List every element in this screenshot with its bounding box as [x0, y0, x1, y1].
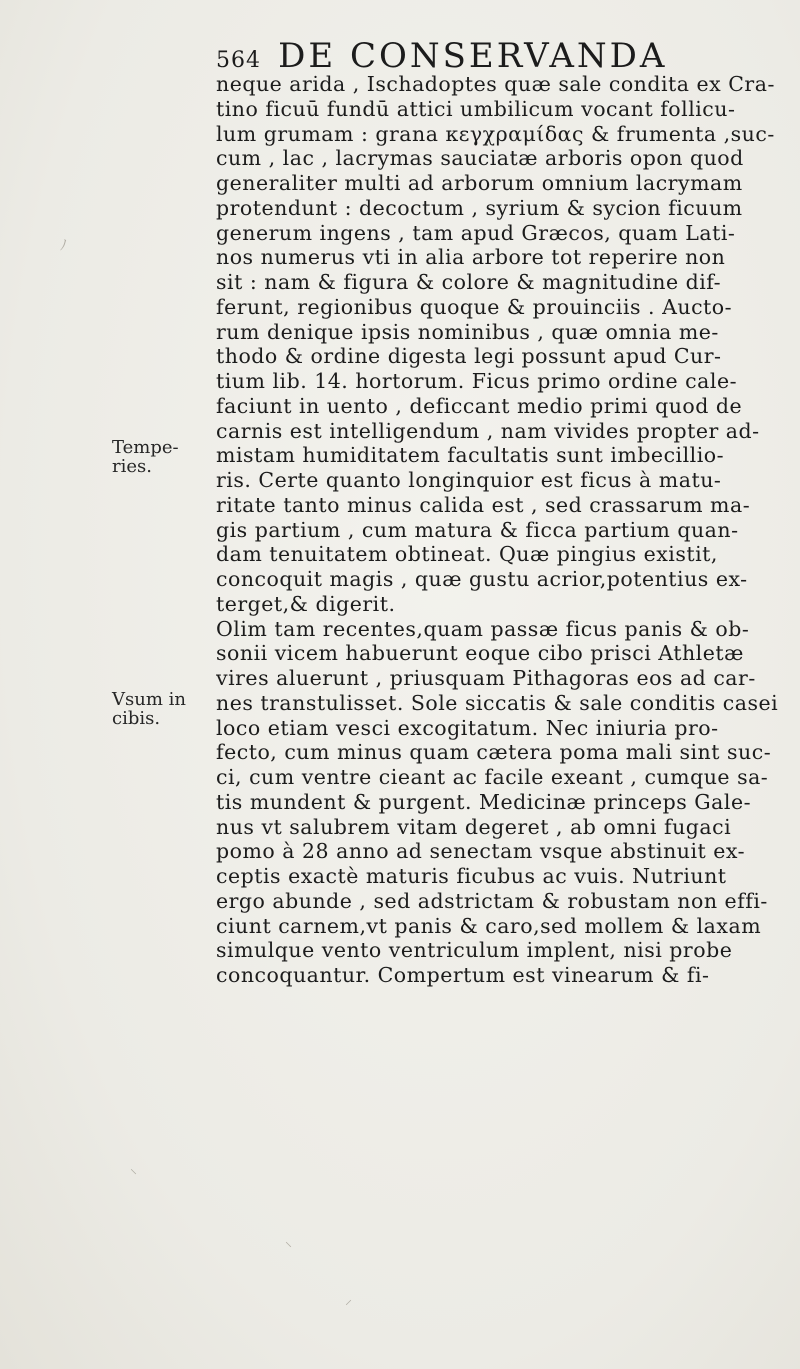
text-line: thodo & ordine digesta legi possunt apud Cur- — [216, 344, 722, 369]
text-line: nes transtulisset. Sole siccatis & sale conditis casei — [216, 690, 779, 715]
ink-speck: ﾉ — [60, 238, 67, 254]
page-number: 564 — [216, 48, 261, 73]
text-line: simulque vento ventriculum implent, nisi probe — [216, 938, 733, 963]
text-line: sit : nam & figura & colore & magnitudine dif- — [216, 270, 722, 294]
running-head: DE CONSERVANDA — [278, 36, 668, 76]
text-line: ceptis exactè maturis ficubus ac vuis. Nutriunt — [216, 864, 727, 888]
text-line: protendunt : decoctum , syrium & sycion ficuum — [216, 195, 743, 220]
ink-speck: ⸌ — [130, 1167, 137, 1183]
body-text — [216, 72, 796, 988]
text-line: concoquantur. Compertum est vinearum & fi- — [216, 963, 710, 987]
text-line: dam tenuitatem obtineat. Quæ pingius existit, — [216, 542, 718, 567]
text-line: nos numerus vti in alia arbore tot reperire non — [216, 245, 726, 270]
margin-note-line: Tempe- — [112, 437, 179, 458]
text-line: concoquit magis , quæ gustu acrior,potentius ex- — [216, 567, 748, 591]
ink-speck: ⸜ — [285, 1234, 292, 1250]
text-line: ferunt, regionibus quoque & prouinciis . Aucto- — [216, 294, 733, 319]
text-line: tium lib. 14. hortorum. Ficus primo ordine cale- — [216, 369, 738, 393]
text-line: ciunt carnem,vt panis & caro,sed mollem & laxam — [216, 913, 762, 938]
text-line: generaliter multi ad arborum omnium lacrymam — [216, 171, 743, 195]
margin-note-vsum — [112, 690, 210, 728]
text-line: tis mundent & purgent. Medicinæ princeps Gale- — [216, 789, 751, 814]
margin-note-line: Vsum in — [112, 689, 186, 710]
text-line: cum , lac , lacrymas sauciatæ arboris opon quod — [216, 146, 744, 171]
text-line: faciunt in uento , deficcant medio primi quod de — [216, 393, 743, 418]
margin-note-temperies — [112, 438, 210, 476]
text-line: vires aluerunt , priusquam Pithagoras eos ad car- — [216, 666, 756, 690]
text-line: neque arida , Ischadoptes quæ sale condita ex Cra- — [216, 72, 775, 96]
text-line: pomo à 28 anno ad senectam vsque abstinuit ex- — [216, 839, 746, 864]
margin-note-line: cibis. — [112, 708, 161, 729]
margin-note-line: ries. — [112, 456, 152, 477]
text-line: Olim tam recentes,quam passæ ficus panis & ob- — [216, 616, 750, 641]
text-line: ergo abunde , sed adstrictam & robustam non effi- — [216, 888, 768, 913]
text-line: rum denique ipsis nominibus , quæ omnia me- — [216, 319, 719, 344]
text-line: fecto, cum minus quam cætera poma mali sint suc- — [216, 740, 772, 765]
text-line: ci, cum ventre cieant ac facile exeant , cumque sa- — [216, 765, 769, 789]
text-line: tino ficuū fundū attici umbilicum vocant follicu- — [216, 96, 736, 121]
text-line: loco etiam vesci excogitatum. Nec iniuria pro- — [216, 715, 719, 740]
text-line: mistam humiditatem facultatis sunt imbecillio- — [216, 443, 725, 468]
ink-speck: ⸝ — [345, 1292, 352, 1308]
text-line: ris. Certe quanto longinquior est ficus à matu- — [216, 468, 722, 492]
text-line: ritate tanto minus calida est , sed crassarum ma- — [216, 492, 751, 517]
text-line: terget,& digerit. — [216, 591, 396, 616]
text-line: sonii vicem habuerunt eoque cibo prisci Athletæ — [216, 641, 744, 666]
text-line: carnis est intelligendum , nam vivides propter ad- — [216, 418, 760, 443]
text-line: nus vt salubrem vitam degeret , ab omni fugaci — [216, 814, 732, 839]
text-line: gis partium , cum matura & ficca partium quan- — [216, 517, 739, 542]
text-line: lum grumam : grana κεγχραμίδας & frumenta ,suc- — [216, 121, 775, 146]
text-line: generum ingens , tam apud Græcos, quam Lati- — [216, 220, 736, 245]
